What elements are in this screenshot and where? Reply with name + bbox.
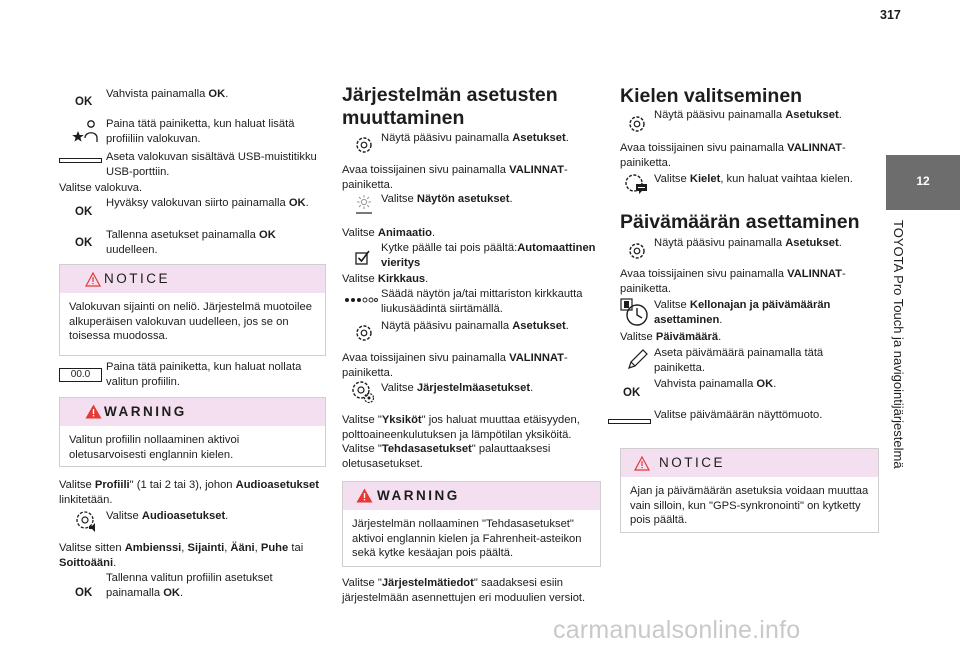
language-icon (623, 172, 649, 196)
col1-add-photo-text: Paina tätä painiketta, kun haluat lisätä profiiliin valokuvan. (106, 118, 295, 145)
settings-gear-icon (627, 241, 647, 261)
col3-date-select-text: Valitse Päivämäärä. (620, 331, 722, 343)
col2-heading: Järjestelmän asetusten muuttaminen (342, 84, 558, 129)
notice-header (60, 265, 325, 293)
watermark: carmanualsonline.info (553, 616, 801, 644)
col2-animation-text: Valitse Animaatio. (342, 227, 436, 239)
notice-box-2 (620, 448, 879, 533)
chapter-tab (886, 155, 960, 210)
col1-audio-text: Valitse Audioasetukset. (106, 510, 229, 522)
notice-title: NOTICE (104, 271, 171, 286)
add-photo-icon (72, 118, 102, 144)
notice-box (59, 264, 326, 356)
usb-stick-icon (59, 158, 102, 163)
warning-header-2 (343, 482, 600, 510)
col2-options-text-2: Avaa toissijainen sivu painamalla VALINNAT-painiketta. (342, 352, 568, 379)
col3-clock-date-text: Valitse Kellonajan ja päivämäärän asettaminen. (654, 299, 831, 326)
notice-title-2: NOTICE (659, 455, 726, 470)
warning-body-2: Järjestelmän nollaaminen "Tehdasasetukset" aktivoi englannin kielen ja Fahrenheit-asteikon sekä kytke kesäajan pois päältä. (352, 518, 582, 559)
chapter-title: TOYOTA Pro Touch ja navigointijärjestelmä (891, 220, 906, 469)
settings-gear-icon (627, 114, 647, 134)
date-format-bar-icon (608, 419, 651, 424)
warning-triangle-icon (356, 488, 373, 503)
col2-autoscroll-text: Kytke päälle tai pois päältä:Automaattinen vieritys (381, 242, 596, 269)
col3-set-date-text: Aseta päivämäärä painamalla tätä painiketta. (654, 347, 824, 374)
col3-heading-date: Päivämäärän asettaminen (620, 211, 860, 233)
notice-triangle-icon (634, 456, 650, 471)
col2-sysinfo-text: Valitse "Järjestelmätiedot" saadaksesi esiin järjestelmään asennettujen eri moduulien versiot. (342, 577, 586, 604)
col3-heading-language: Kielen valitseminen (620, 85, 803, 107)
display-settings-icon (352, 194, 376, 216)
ok-icon: OK (75, 237, 93, 249)
col1-select-photo: Valitse valokuva. (59, 182, 143, 194)
system-settings-icon (350, 379, 376, 405)
notice-body: Valokuvan sijainti on neliö. Järjestelmä muotoilee alkuperäisen valokuvan uudelleen, jos se on toisessa muodossa. (69, 301, 312, 342)
col1-confirm-text: Vahvista painamalla OK. (106, 88, 229, 100)
col1-save-text: Tallenna asetukset painamalla OK uudelleen. (106, 229, 276, 256)
col3-date-format-text: Valitse päivämäärän näyttömuoto. (654, 409, 823, 421)
col2-units-text: Valitse "Yksiköt" jos haluat muuttaa etäisyyden, polttoaineenkulutuksen ja lämpötilan yksiköitä. Valitse "Tehdasasetukset" palauttaaksesi oletusasetukset. (342, 414, 580, 470)
col1-save-profile-text: Tallenna valitun profiilin asetukset painamalla OK. (106, 572, 273, 599)
settings-gear-icon (354, 323, 374, 343)
audio-settings-icon (73, 508, 99, 534)
warning-header (60, 398, 325, 426)
ok-icon: OK (75, 206, 93, 218)
page-number: 317 (880, 8, 901, 22)
notice-triangle-icon (85, 272, 101, 287)
chapter-title-vertical (888, 220, 910, 530)
col2-settings-text: Näytä pääsivu painamalla Asetukset. (381, 132, 569, 144)
col2-options-text: Avaa toissijainen sivu painamalla VALINNAT-painiketta. (342, 164, 568, 191)
reset-profile-icon: 00.0 (59, 368, 102, 382)
pencil-edit-icon (625, 348, 649, 372)
ok-icon: OK (75, 587, 93, 599)
notice-header-2 (621, 449, 878, 477)
notice-body-2: Ajan ja päivämäärän asetuksia voidaan muuttaa vain silloin, kun "GPS-synkronointi" on kytketty pois päältä. (630, 485, 869, 526)
brightness-slider-icon (344, 295, 378, 305)
chapter-number: 12 (916, 174, 930, 188)
settings-gear-icon (354, 135, 374, 155)
clock-date-icon (620, 298, 650, 328)
col1-ambience-text: Valitse sitten Ambienssi, Sijainti, Ääni, Puhe tai Soittoääni. (59, 542, 304, 569)
warning-body: Valitun profiilin nollaaminen aktivoi oletusarvoisesti englannin kielen. (69, 434, 240, 461)
col3-settings-text-2: Näytä pääsivu painamalla Asetukset. (654, 237, 842, 249)
col1-reset-text: Paina tätä painiketta, kun haluat nollata valitun profiilin. (106, 361, 302, 388)
col1-usb-text: Aseta valokuvan sisältävä USB-muistitikku USB-porttiin. (106, 151, 317, 178)
col3-options-text-2: Avaa toissijainen sivu painamalla VALINNAT-painiketta. (620, 268, 846, 295)
warning-title: WARNING (104, 404, 187, 419)
checkbox-icon (354, 248, 374, 266)
ok-icon: OK (75, 96, 93, 108)
warning-triangle-icon (85, 404, 102, 419)
warning-title-2: WARNING (377, 488, 460, 503)
warning-box-2 (342, 481, 601, 567)
col2-slider-text: Säädä näytön ja/tai mittariston kirkkautta liukusäädintä siirtämällä. (381, 288, 583, 315)
col2-system-text: Valitse Järjestelmäasetukset. (381, 382, 534, 394)
col3-settings-text: Näytä pääsivu painamalla Asetukset. (654, 109, 842, 121)
col3-languages-text: Valitse Kielet, kun haluat vaihtaa kielen. (654, 173, 853, 185)
warning-box (59, 397, 326, 467)
ok-icon: OK (623, 387, 641, 399)
col1-profile-text: Valitse Profiili" (1 tai 2 tai 3), johon Audioasetukset linkitetään. (59, 479, 319, 506)
col2-brightness-text: Valitse Kirkkaus. (342, 273, 429, 285)
col3-confirm-text: Vahvista painamalla OK. (654, 378, 777, 390)
col1-accept-text: Hyväksy valokuvan siirto painamalla OK. (106, 197, 309, 209)
col2-settings-text-2: Näytä pääsivu painamalla Asetukset. (381, 320, 569, 332)
col3-options-text: Avaa toissijainen sivu painamalla VALINNAT-painiketta. (620, 142, 846, 169)
col2-display-text: Valitse Näytön asetukset. (381, 193, 513, 205)
